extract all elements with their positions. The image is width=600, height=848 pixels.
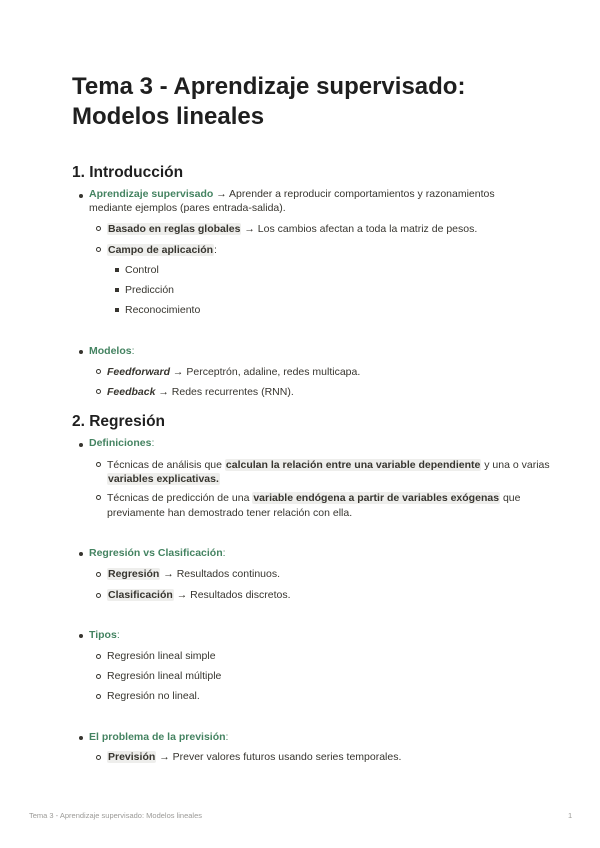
highlight-text: variables explicativas.	[108, 473, 219, 485]
circle-bullet	[96, 495, 101, 500]
term-campo-aplicacion: Campo de aplicación	[108, 244, 214, 256]
list-item	[89, 344, 135, 358]
term-regresion-vs-clasificacion: Regresión vs Clasificación	[89, 547, 223, 559]
circle-bullet	[96, 389, 101, 394]
list-item	[107, 567, 280, 581]
circle-bullet	[96, 654, 101, 659]
circle-bullet	[96, 755, 101, 760]
circle-bullet	[96, 247, 101, 252]
list-item: Reconocimiento	[125, 304, 201, 316]
list-item	[89, 546, 226, 560]
list-item	[107, 365, 360, 379]
item-text-line2: mediante ejemplos (pares entrada-salida).	[89, 202, 286, 214]
item-text: Técnicas de predicción de una	[107, 492, 253, 504]
list-item	[107, 385, 294, 399]
square-bullet	[115, 268, 119, 272]
bullet	[79, 194, 83, 198]
list-item	[107, 750, 401, 764]
list-item	[89, 436, 154, 450]
list-item: Predicción	[125, 284, 175, 296]
list-item	[107, 243, 217, 257]
bullet	[79, 634, 83, 638]
item-text: → Los cambios afectan a toda la matriz de pesos.	[241, 223, 478, 235]
list-item	[107, 222, 477, 236]
item-text: → Perceptrón, adaline, redes multicapa.	[170, 366, 361, 378]
highlight-text: variable endógena a partir de variables exógenas	[253, 492, 500, 504]
term-modelos: Modelos	[89, 345, 132, 357]
list-item	[89, 628, 120, 642]
colon: :	[116, 629, 120, 641]
bullet	[79, 443, 83, 447]
circle-bullet	[96, 572, 101, 577]
circle-bullet	[96, 593, 101, 598]
circle-bullet	[96, 694, 101, 699]
term-problema-prevision: El problema de la previsión	[89, 731, 226, 743]
item-text: → Aprender a reproducir comportamientos y razonamientos	[213, 188, 495, 200]
bullet	[79, 350, 83, 354]
item-text: → Resultados continuos.	[160, 568, 281, 580]
item-text: → Resultados discretos.	[173, 589, 291, 601]
circle-bullet	[96, 462, 101, 467]
colon: :	[214, 244, 217, 256]
highlight-text: calculan la relación entre una variable dependiente	[225, 459, 481, 471]
colon: :	[151, 437, 155, 449]
list-item-line2: previamente han demostrado tener relación con ella.	[107, 507, 353, 519]
page-number: 1	[568, 811, 573, 820]
term-prevision: Previsión	[108, 751, 156, 763]
term-aprendizaje-supervisado: Aprendizaje supervisado	[89, 188, 214, 200]
list-item-line2	[107, 472, 220, 486]
list-item: Regresión lineal simple	[107, 650, 216, 662]
bullet	[79, 552, 83, 556]
colon: :	[225, 731, 229, 743]
section-heading-regresion: 2. Regresión	[72, 413, 166, 430]
item-text: Técnicas de análisis que	[107, 459, 225, 471]
item-text: → Prever valores futuros usando series temporales.	[156, 751, 402, 763]
item-text: → Redes recurrentes (RNN).	[155, 386, 294, 398]
circle-bullet	[96, 674, 101, 679]
term-definiciones: Definiciones	[89, 437, 152, 449]
term-regresion: Regresión	[108, 568, 160, 580]
colon: :	[222, 547, 226, 559]
list-item	[89, 730, 228, 744]
list-item	[107, 588, 291, 602]
term-tipos: Tipos	[89, 629, 117, 641]
section-heading-introduccion: 1. Introducción	[72, 164, 184, 181]
square-bullet	[115, 288, 119, 292]
bullet	[79, 736, 83, 740]
term-feedforward: Feedforward	[107, 366, 171, 378]
page-title: Tema 3 - Aprendizaje supervisado: Modelos lineales	[72, 73, 466, 130]
list-item	[89, 187, 495, 201]
list-item	[107, 458, 550, 472]
term-clasificacion: Clasificación	[108, 589, 173, 601]
list-item: Control	[125, 264, 159, 276]
term-reglas-globales: Basado en reglas globales	[108, 223, 241, 235]
list-item: Regresión no lineal.	[107, 690, 200, 702]
square-bullet	[115, 308, 119, 312]
circle-bullet	[96, 226, 101, 231]
colon: :	[131, 345, 135, 357]
term-feedback: Feedback	[107, 386, 156, 398]
footer-title: Tema 3 - Aprendizaje supervisado: Modelos lineales	[29, 811, 203, 820]
list-item	[107, 491, 520, 505]
list-item: Regresión lineal múltiple	[107, 670, 222, 682]
item-text: que	[500, 492, 521, 504]
item-text: y una o varias	[481, 459, 550, 471]
circle-bullet	[96, 369, 101, 374]
